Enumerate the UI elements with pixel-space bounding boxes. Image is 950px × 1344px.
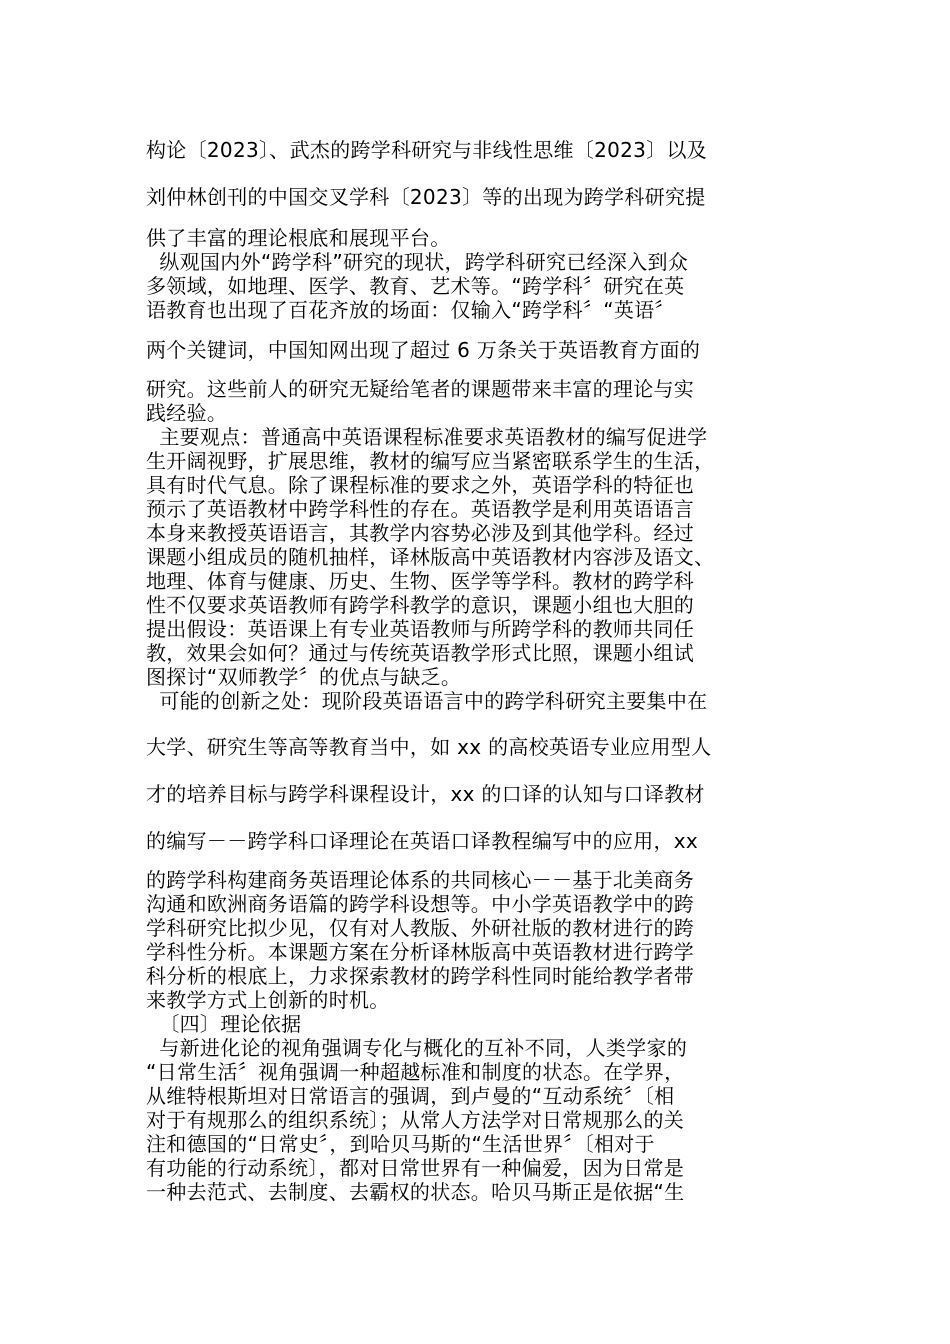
text-line: “日常生活〞视角强调一种超越标准和制度的状态。在学界， <box>146 1060 685 1084</box>
text-line: 可能的创新之处：现阶段英语语言中的跨学科研究主要集中在 <box>146 689 708 713</box>
text-line: 科分析的根底上，力求探索教材的跨学科性同时能给教学者带 <box>146 964 695 988</box>
text-line: 预示了英语教材中跨学科性的存在。英语教学是利用英语语言 <box>146 497 695 521</box>
text-line: 纵观国内外“跨学科”研究的现状，跨学科研究已经深入到众 <box>146 250 689 274</box>
text-line: 学科研究比拟少见，仅有对人教版、外研社版的教材进行的跨 <box>146 916 695 940</box>
text-line: 来教学方式上创新的时机。 <box>146 988 390 1012</box>
text-line: 践经验。 <box>146 401 228 425</box>
text-line: 的编写－－跨学科口译理论在英语口译教程编写中的应用，xx <box>146 829 699 853</box>
text-line: 主要观点：普通高中英语课程标准要求英语教材的编写促进学 <box>146 425 708 449</box>
text-line: 语教育也出现了百花齐放的场面：仅输入“跨学科〞“英语〞 <box>146 298 675 322</box>
text-line: 构论〔2023〕、武杰的跨学科研究与非线性思维〔2023〕以及 <box>146 138 708 162</box>
text-line: 供了丰富的理论根底和展现平台。 <box>146 226 451 250</box>
text-line: 教，效果会如何？通过与传统英语教学形式比照，课题小组试 <box>146 641 695 665</box>
text-line: 提出假设：英语课上有专业英语教师与所跨学科的教师共同任 <box>146 617 695 641</box>
text-line: 性不仅要求英语教师有跨学科教学的意识，课题小组也大胆的 <box>146 593 695 617</box>
text-line: 从维特根斯坦对日常语言的强调，到卢曼的“互动系统〞〔相 <box>146 1084 675 1108</box>
text-line: 图探讨“双师教学〞的优点与缺乏。 <box>146 665 462 689</box>
text-line: 与新进化论的视角强调专化与概化的互补不同，人类学家的 <box>146 1036 688 1060</box>
text-line: 具有时代气息。除了课程标准的要求之外，英语学科的特征也 <box>146 473 695 497</box>
text-line: 的跨学科构建商务英语理论体系的共同核心－－基于北美商务 <box>146 868 695 892</box>
text-line: 刘仲林创刊的中国交叉学科〔2023〕等的出现为跨学科研究提 <box>146 185 706 209</box>
text-line: 学科性分析。本课题方案在分析译林版高中英语教材进行跨学 <box>146 940 695 964</box>
text-line: 对于有规那么的组织系统〕；从常人方法学对日常规那么的关 <box>146 1108 685 1132</box>
text-line: 两个关键词，中国知网出现了超过 6 万条关于英语教育方面的 <box>146 338 701 362</box>
text-line: 研究。这些前人的研究无疑给笔者的课题带来丰富的理论与实 <box>146 377 695 401</box>
section-heading: 〔四〕理论依据 <box>146 1012 302 1036</box>
text-line: 课题小组成员的随机抽样，译林版高中英语教材内容涉及语文、 <box>146 545 715 569</box>
text-line: 有功能的行动系统〕，都对日常世界有一种偏爱，因为日常是 <box>146 1156 685 1180</box>
text-line: 注和德国的“日常史〞，到哈贝马斯的“生活世界〞〔相对于 <box>146 1132 655 1156</box>
text-line: 多领域，如地理、医学、教育、艺术等。“跨学科〞研究在英 <box>146 274 685 298</box>
text-line: 沟通和欧洲商务语篇的跨学科设想等。中小学英语教学中的跨 <box>146 892 695 916</box>
text-line: 生开阔视野，扩展思维，教材的编写应当紧密联系学生的生活， <box>146 449 715 473</box>
text-line: 地理、体育与健康、历史、生物、医学等学科。教材的跨学科 <box>146 569 695 593</box>
text-line: 大学、研究生等高等教育当中，如 xx 的高校英语专业应用型人 <box>146 735 712 759</box>
text-line: 本身来教授英语语言，其教学内容势必涉及到其他学科。经过 <box>146 521 695 545</box>
text-line: 一种去范式、去制度、去霸权的状态。哈贝马斯正是依据“生 <box>146 1180 685 1204</box>
text-line: 才的培养目标与跨学科课程设计，xx 的口译的认知与口译教材 <box>146 782 705 806</box>
